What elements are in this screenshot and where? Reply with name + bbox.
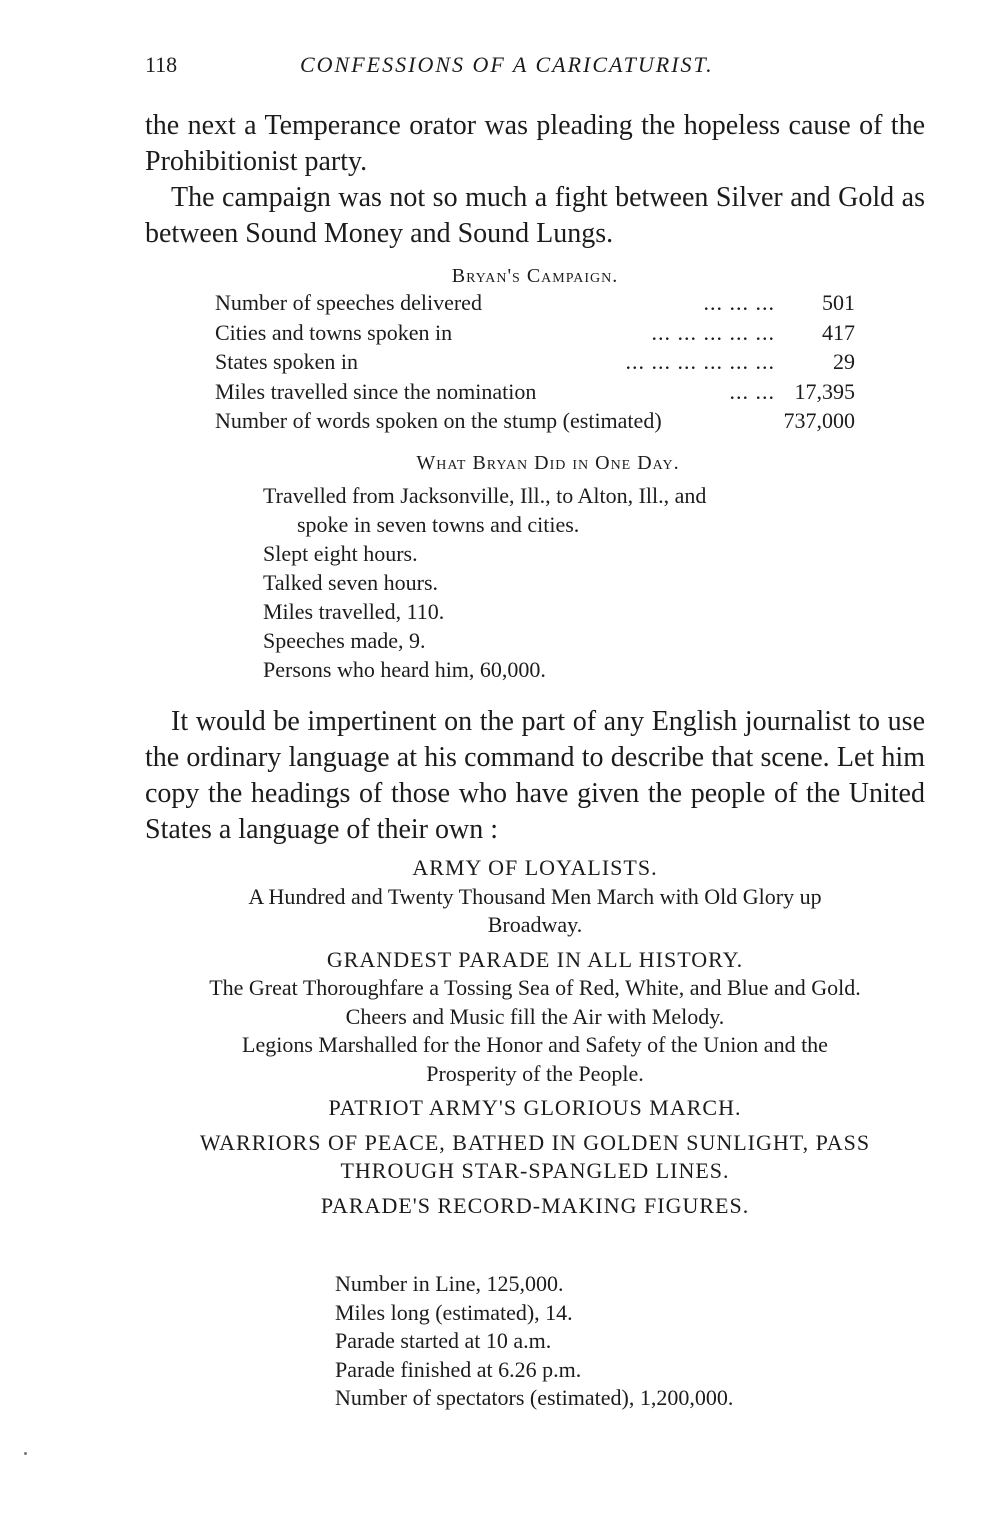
headline: ARMY OF LOYALISTS. — [412, 855, 658, 880]
headline: WARRIORS OF PEACE, BATHED IN GOLDEN SUNLIGHT, PASS THROUGH STAR-SPANGLED LINES. — [199, 1129, 871, 1183]
list-item: Number of spectators (estimated), 1,200,000. — [335, 1385, 734, 1410]
scene-text — [145, 704, 925, 848]
paragraph-continuation: the next a Temperance orator was pleading the hopeless cause of the Prohibitionist party. — [145, 110, 925, 177]
campaign-row-value: 737,000 — [783, 408, 855, 433]
sub-headline: Cheers and Music fill the Air with Melody. — [345, 1003, 725, 1029]
campaign-row-label: Miles travelled since the nomination — [215, 378, 537, 404]
campaign-row-value: 501 — [822, 290, 855, 315]
list-item-continuation: spoke in seven towns and cities. — [297, 512, 580, 537]
headline: PARADE'S RECORD-MAKING FIGURES. — [320, 1192, 750, 1218]
ink-speck — [24, 1452, 27, 1455]
list-item: Miles travelled, 110. — [263, 599, 445, 624]
campaign-row-value: 417 — [822, 319, 855, 345]
leader-dots: ... ... ... ... ... ... — [625, 349, 775, 374]
campaign-row-label: Number of speeches delivered — [215, 290, 482, 315]
campaign-row-value: 29 — [833, 349, 855, 374]
list-item: Talked seven hours. — [263, 570, 439, 595]
list-item: Number in Line, 125,000. — [335, 1271, 564, 1296]
list-item: Parade finished at 6.26 p.m. — [335, 1356, 582, 1382]
campaign-row — [215, 377, 855, 407]
sub-headline: The Great Thoroughfare a Tossing Sea of Red, White, and Blue and Gold. — [209, 975, 861, 1000]
campaign-row-label: Number of words spoken on the stump (estimated) — [215, 408, 662, 433]
list-item: Parade started at 10 a.m. — [335, 1328, 552, 1353]
parade-figures-list — [335, 1270, 895, 1413]
paragraph-campaign: The campaign was not so much a fight between Silver and Gold as between Sound Money and Sound Lungs. — [145, 182, 925, 249]
campaign-row — [215, 347, 855, 377]
list-item: Travelled from Jacksonville, Ill., to Alton, Ill., and — [263, 483, 707, 508]
leader-dots: ... ... ... ... ... — [651, 319, 775, 345]
campaign-row-value: 17,395 — [794, 378, 855, 404]
campaign-heading: Bryan's Campaign. — [451, 265, 619, 287]
campaign-row — [215, 288, 855, 318]
sub-headline: Legions Marshalled for the Honor and Safety of the Union and the Prosperity of the People. — [242, 1032, 828, 1086]
intro-text — [145, 108, 925, 252]
headline: GRANDEST PARADE IN ALL HISTORY. — [326, 946, 744, 972]
list-item: Speeches made, 9. — [263, 628, 426, 653]
campaign-row — [215, 318, 855, 348]
sub-headline: A Hundred and Twenty Thousand Men March with Old Glory up Broadway. — [248, 883, 822, 937]
newspaper-headlines — [145, 850, 925, 1220]
paragraph-scene: It would be impertinent on the part of any English journalist to use the ordinary language at his command to describe that scene. Let him copy the headings of those who have given the people of the United States a language of their own : — [145, 706, 925, 845]
campaign-row-label: Cities and towns spoken in — [215, 319, 453, 345]
leader-dots: ... ... ... — [703, 290, 775, 315]
page-header — [145, 52, 925, 86]
page-number: 118 — [145, 52, 178, 77]
headline: PATRIOT ARMY'S GLORIOUS MARCH. — [328, 1095, 742, 1120]
one-day-list — [263, 452, 853, 684]
list-item: Slept eight hours. — [263, 541, 418, 566]
list-item: Miles long (estimated), 14. — [335, 1299, 573, 1325]
running-title: CONFESSIONS OF A CARICATURIST. — [300, 52, 714, 77]
leader-dots: ... ... — [729, 378, 775, 404]
campaign-row — [215, 406, 855, 436]
one-day-heading: What Bryan Did in One Day. — [416, 452, 680, 474]
campaign-row-label: States spoken in — [215, 349, 358, 374]
list-item: Persons who heard him, 60,000. — [263, 657, 546, 682]
campaign-table — [215, 265, 855, 436]
